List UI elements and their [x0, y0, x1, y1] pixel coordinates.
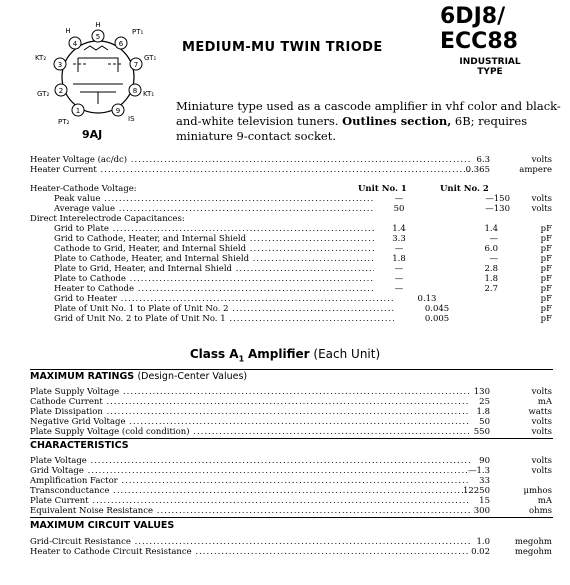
spec-row — [30, 234, 552, 244]
pin-6 — [115, 37, 127, 49]
max-ratings-title: MAXIMUM RATINGS — [30, 371, 135, 382]
spec-label: Equivalent Noise Resistance ..... — [30, 506, 470, 516]
pin-number: 5 — [95, 33, 101, 41]
spec-row — [30, 165, 552, 175]
spec-value: 50 — [479, 417, 490, 427]
max-ratings-heading — [30, 371, 247, 382]
spec-value-unit1: 1.8 — [392, 254, 406, 264]
tube-number — [440, 4, 518, 54]
spec-value: 1.0 — [476, 537, 490, 547]
spec-label: Heater to Cathode ..... — [54, 284, 374, 294]
pin-label: PT₁ — [132, 28, 144, 36]
spec-unit: volts — [531, 204, 552, 214]
industrial-type — [440, 57, 540, 77]
basing-diagram — [28, 22, 168, 132]
pin-5 — [92, 30, 104, 42]
pin-label: GT₁ — [144, 54, 157, 62]
pin-label: KT₂ — [35, 54, 47, 62]
spec-row — [30, 427, 552, 437]
spec-unit: volts — [531, 194, 552, 204]
spec-label: Transconductance ..... — [30, 486, 470, 496]
spec-unit: watts — [528, 407, 552, 417]
pin-number: 8 — [132, 87, 138, 95]
spec-value-unit2: 1.8 — [484, 274, 498, 284]
spec-label: Amplification Factor ..... — [30, 476, 470, 486]
spec-label: Cathode Current ..... — [30, 397, 470, 407]
pin-number: 1 — [75, 107, 81, 115]
spec-row — [30, 244, 552, 254]
spec-label: Grid of Unit No. 2 to Plate of Unit No. 1 ..... — [54, 314, 394, 324]
spec-value-unit2: — — [489, 234, 498, 244]
spec-unit: pF — [540, 314, 552, 324]
pin-7 — [130, 58, 142, 70]
spec-value: 33 — [479, 476, 490, 486]
spec-value: 12250 — [462, 486, 490, 496]
class-a-sub: 1 — [238, 354, 245, 364]
spec-row — [30, 466, 552, 476]
column-unit1: Unit No. 1 — [358, 184, 407, 194]
spec-row — [30, 537, 552, 547]
spec-unit: pF — [540, 284, 552, 294]
spec-label: Average value ..... — [54, 204, 374, 214]
capacitance-label: Direct Interelectrode Capacitances: — [30, 214, 185, 224]
pin-8 — [129, 84, 141, 96]
spec-value: 0.365 — [465, 165, 490, 175]
spec-unit: volts — [531, 155, 552, 165]
spec-label: Grid to Cathode, Heater, and Internal Shield ..... — [54, 234, 374, 244]
spec-value: 0.13 — [417, 294, 437, 304]
spec-row — [30, 417, 552, 427]
pin-label: H — [95, 22, 101, 29]
pin-number: 7 — [133, 61, 139, 69]
spec-unit: ohms — [528, 506, 552, 516]
spec-value: 25 — [479, 397, 490, 407]
spec-value-unit1: — — [394, 274, 404, 284]
spec-unit: pF — [540, 304, 552, 314]
max-circuit-heading: MAXIMUM CIRCUIT VALUES — [30, 520, 175, 531]
spec-row — [30, 407, 552, 417]
spec-value: 0.005 — [424, 314, 450, 324]
pin-3 — [54, 58, 66, 70]
spec-value-unit1: 3.3 — [392, 234, 406, 244]
spec-row — [30, 486, 552, 496]
spec-label: Heater to Cathode Circuit Resistance ..... — [30, 547, 470, 557]
tube-number-line1: 6DJ8/ — [440, 4, 506, 29]
divider — [30, 438, 553, 439]
class-a-suffix: (Each Unit) — [313, 347, 381, 361]
spec-label: Plate Dissipation ..... — [30, 407, 470, 417]
description — [176, 99, 568, 144]
spec-row — [30, 224, 552, 234]
pin-9 — [112, 104, 124, 116]
spec-row — [30, 155, 552, 165]
basing-code: 9AJ — [82, 128, 103, 141]
spec-unit: pF — [540, 254, 552, 264]
spec-row — [30, 284, 552, 294]
spec-row — [30, 304, 552, 314]
spec-row — [30, 254, 552, 264]
hk-label: Heater-Cathode Voltage: — [30, 184, 137, 194]
spec-value-unit2: —150 — [485, 194, 510, 204]
spec-label: Plate Current ..... — [30, 496, 470, 506]
spec-label: Plate of Unit No. 1 to Plate of Unit No. 2 ..... — [54, 304, 394, 314]
spec-value-unit2: 2.8 — [484, 264, 498, 274]
pin-2 — [55, 84, 67, 96]
spec-value-unit1: — — [394, 194, 404, 204]
tube-number-line2: ECC88 — [440, 29, 518, 54]
class-a-prefix: Class A — [189, 347, 239, 361]
spec-label: Plate Supply Voltage ..... — [30, 387, 470, 397]
spec-row — [30, 194, 552, 204]
spec-value-unit1: — — [394, 264, 404, 274]
section-label — [30, 184, 552, 194]
spec-label: Plate Supply Voltage (cold condition) ..... — [30, 427, 470, 437]
spec-value-unit2: —130 — [485, 204, 510, 214]
spec-unit: ampere — [519, 165, 552, 175]
spec-value: 15 — [479, 496, 490, 506]
spec-label: Negative Grid Voltage ..... — [30, 417, 470, 427]
industrial-line2: TYPE — [477, 67, 503, 77]
spec-unit: volts — [531, 466, 552, 476]
spec-unit: pF — [540, 294, 552, 304]
spec-value: 130 — [473, 387, 490, 397]
max-ratings-subtitle: (Design-Center Values) — [137, 371, 248, 382]
spec-unit: volts — [531, 456, 552, 466]
class-a-bold: Amplifier — [248, 347, 310, 361]
spec-label: Grid-Circuit Resistance ..... — [30, 537, 470, 547]
description-rest: 6B; requires miniature 9-contact socket. — [176, 114, 528, 143]
spec-value-unit2: 1.4 — [484, 224, 498, 234]
pin-1 — [72, 104, 84, 116]
spec-value-unit1: — — [394, 284, 404, 294]
spec-value-unit1: — — [394, 244, 404, 254]
spec-label: Cathode to Grid, Heater, and Internal Shield ..... — [54, 244, 374, 254]
spec-label: Grid Voltage ..... — [30, 466, 470, 476]
spec-unit: megohm — [514, 537, 552, 547]
pin-label: IS — [128, 115, 135, 123]
spec-value-unit2: — — [489, 254, 498, 264]
section-label — [30, 214, 552, 224]
class-a-heading — [0, 347, 570, 363]
pin-label: KT₁ — [143, 90, 155, 98]
pin-label: GT₂ — [37, 90, 50, 98]
pin-number: 2 — [58, 87, 64, 95]
spec-value: 0.045 — [424, 304, 450, 314]
spec-value: 550 — [473, 427, 490, 437]
spec-unit: pF — [540, 234, 552, 244]
spec-row — [30, 506, 552, 516]
pin-number: 9 — [115, 107, 121, 115]
spec-value: 300 — [473, 506, 490, 516]
spec-row — [30, 314, 552, 324]
spec-value: —1.3 — [467, 466, 490, 476]
spec-value: 0.02 — [471, 547, 490, 557]
spec-label: Grid to Heater ..... — [54, 294, 394, 304]
pin-label: PT₂ — [58, 118, 70, 126]
spec-value: 1.8 — [476, 407, 490, 417]
spec-row — [30, 204, 552, 214]
pin-4 — [69, 37, 81, 49]
spec-label: Plate to Cathode, Heater, and Internal Shield ..... — [54, 254, 374, 264]
spec-label: Peak value ..... — [54, 194, 374, 204]
divider — [30, 517, 553, 518]
spec-row — [30, 397, 552, 407]
spec-row — [30, 274, 552, 284]
spec-label: Plate Voltage ..... — [30, 456, 470, 466]
industrial-line1: INDUSTRIAL — [459, 57, 521, 67]
spec-label: Heater Voltage (ac/dc) ..... — [30, 155, 470, 165]
spec-row — [30, 476, 552, 486]
spec-unit: pF — [540, 274, 552, 284]
spec-label: Heater Current ..... — [30, 165, 470, 175]
spec-label: Plate to Grid, Heater, and Internal Shield ..... — [54, 264, 374, 274]
spec-value: 90 — [479, 456, 490, 466]
spec-value-unit2: 6.0 — [484, 244, 498, 254]
description-text: Miniature type used as a cascode amplifier in vhf color and black-and-white television tuners. — [176, 99, 561, 128]
column-unit2: Unit No. 2 — [440, 184, 489, 194]
spec-unit: pF — [540, 224, 552, 234]
description-bold: Outlines section, — [342, 114, 452, 128]
spec-row — [30, 387, 552, 397]
tube-title: MEDIUM-MU TWIN TRIODE — [182, 40, 383, 55]
spec-row — [30, 547, 552, 557]
spec-label: Plate to Cathode ..... — [54, 274, 374, 284]
spec-unit: volts — [531, 387, 552, 397]
divider — [30, 369, 553, 370]
spec-row — [30, 456, 552, 466]
spec-unit: pF — [540, 244, 552, 254]
characteristics-heading: CHARACTERISTICS — [30, 440, 129, 451]
spec-unit: megohm — [514, 547, 552, 557]
spec-row — [30, 294, 552, 304]
spec-unit: volts — [531, 417, 552, 427]
pin-label: H — [65, 27, 71, 35]
spec-row — [30, 264, 552, 274]
spec-unit: μmhos — [523, 486, 552, 496]
spec-row — [30, 496, 552, 506]
spec-value-unit1: 1.4 — [392, 224, 406, 234]
pin-number: 3 — [57, 61, 63, 69]
spec-unit: mA — [537, 397, 552, 407]
spec-unit: volts — [531, 427, 552, 437]
pin-number: 6 — [118, 40, 124, 48]
spec-label: Grid to Plate ..... — [54, 224, 374, 234]
spec-unit: pF — [540, 264, 552, 274]
spec-value-unit2: 2.7 — [484, 284, 498, 294]
pin-number: 4 — [72, 40, 78, 48]
spec-value-unit1: 50 — [393, 204, 405, 214]
spec-value: 6.3 — [476, 155, 490, 165]
spec-unit: mA — [537, 496, 552, 506]
